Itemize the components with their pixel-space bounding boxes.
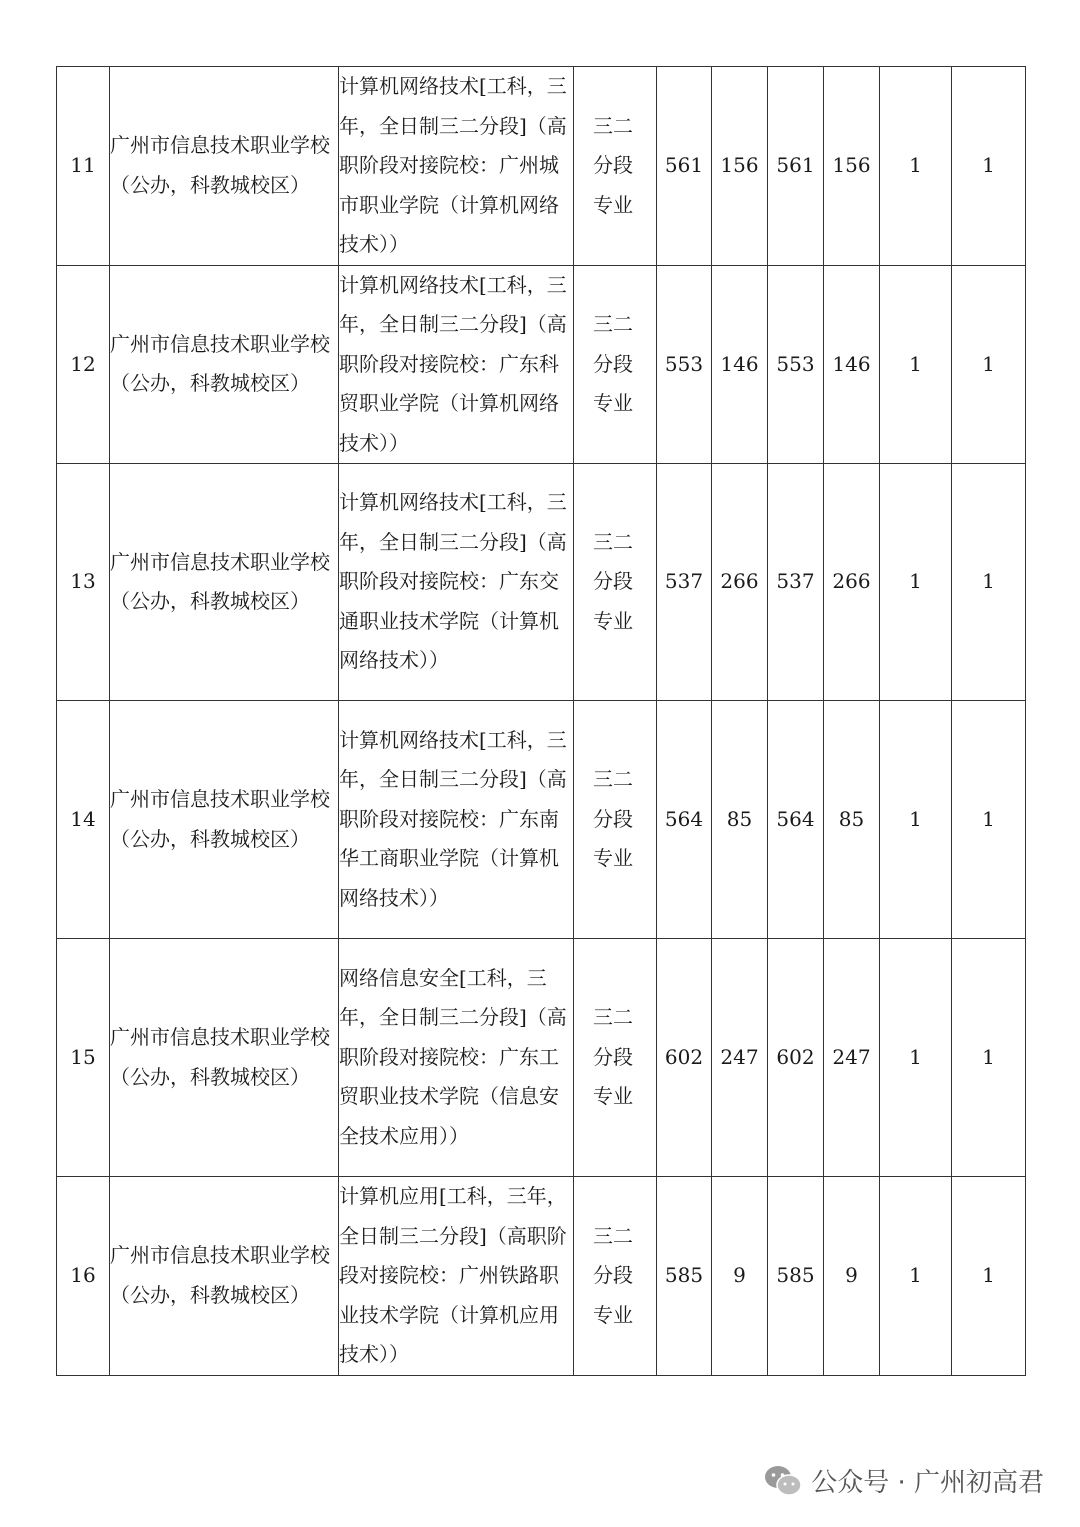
admission-score-table	[56, 66, 1026, 1376]
score-cell: 156	[712, 67, 768, 266]
score-cell: 146	[712, 265, 768, 464]
major-description: 计算机网络技术[工科，三年，全日制三二分段]（高职阶段对接院校：广东科贸职业学院（计算机网络技术））	[339, 265, 574, 464]
count-cell: 1	[880, 265, 952, 464]
count-cell: 1	[952, 701, 1026, 939]
table-row	[57, 67, 1026, 266]
score-cell: 146	[824, 265, 880, 464]
program-type	[574, 701, 657, 939]
score-cell: 564	[768, 701, 824, 939]
row-index: 14	[57, 701, 110, 939]
score-cell: 553	[768, 265, 824, 464]
program-type-text: 三二分段专业	[593, 767, 633, 871]
table-row	[57, 939, 1026, 1177]
major-description: 计算机网络技术[工科，三年，全日制三二分段]（高职阶段对接院校：广州城市职业学院（计算机网络技术））	[339, 67, 574, 266]
row-index: 15	[57, 939, 110, 1177]
program-type	[574, 939, 657, 1177]
school-name: 广州市信息技术职业学校（公办，科教城校区）	[110, 939, 339, 1177]
score-cell: 553	[657, 265, 712, 464]
count-cell: 1	[880, 464, 952, 701]
score-cell: 85	[824, 701, 880, 939]
school-name: 广州市信息技术职业学校（公办，科教城校区）	[110, 701, 339, 939]
table-row	[57, 1177, 1026, 1376]
score-cell: 561	[657, 67, 712, 266]
table-row	[57, 464, 1026, 701]
score-cell: 561	[768, 67, 824, 266]
score-cell: 585	[768, 1177, 824, 1376]
score-cell: 9	[824, 1177, 880, 1376]
watermark-text: 公众号 · 广州初高君	[811, 1468, 1044, 1498]
score-cell: 602	[657, 939, 712, 1177]
program-type-text: 三二分段专业	[593, 529, 633, 633]
score-cell: 266	[824, 464, 880, 701]
major-description: 计算机网络技术[工科，三年，全日制三二分段]（高职阶段对接院校：广东交通职业技术学院（计算机网络技术））	[339, 464, 574, 701]
major-description: 计算机应用[工科，三年，全日制三二分段]（高职阶段对接院校：广州铁路职业技术学院（计算机应用技术））	[339, 1177, 574, 1376]
table-row	[57, 265, 1026, 464]
score-cell: 585	[657, 1177, 712, 1376]
score-cell: 247	[824, 939, 880, 1177]
table-row	[57, 701, 1026, 939]
count-cell: 1	[880, 67, 952, 266]
wechat-icon	[763, 1464, 803, 1498]
program-type	[574, 1177, 657, 1376]
school-name: 广州市信息技术职业学校（公办，科教城校区）	[110, 265, 339, 464]
score-cell: 247	[712, 939, 768, 1177]
row-index: 16	[57, 1177, 110, 1376]
count-cell: 1	[880, 939, 952, 1177]
count-cell: 1	[952, 464, 1026, 701]
count-cell: 1	[880, 701, 952, 939]
school-name: 广州市信息技术职业学校（公办，科教城校区）	[110, 1177, 339, 1376]
score-cell: 564	[657, 701, 712, 939]
program-type-text: 三二分段专业	[593, 113, 633, 217]
score-cell: 537	[768, 464, 824, 701]
count-cell: 1	[880, 1177, 952, 1376]
score-cell: 9	[712, 1177, 768, 1376]
count-cell: 1	[952, 67, 1026, 266]
school-name: 广州市信息技术职业学校（公办，科教城校区）	[110, 67, 339, 266]
row-index: 11	[57, 67, 110, 266]
program-type-text: 三二分段专业	[593, 1223, 633, 1327]
program-type	[574, 67, 657, 266]
score-cell: 156	[824, 67, 880, 266]
school-name: 广州市信息技术职业学校（公办，科教城校区）	[110, 464, 339, 701]
score-cell: 537	[657, 464, 712, 701]
row-index: 13	[57, 464, 110, 701]
program-type	[574, 464, 657, 701]
score-cell: 85	[712, 701, 768, 939]
program-type-text: 三二分段专业	[593, 312, 633, 415]
count-cell: 1	[952, 265, 1026, 464]
program-type	[574, 265, 657, 464]
score-cell: 266	[712, 464, 768, 701]
score-cell: 602	[768, 939, 824, 1177]
program-type-text: 三二分段专业	[593, 1005, 633, 1109]
major-description: 网络信息安全[工科，三年，全日制三二分段]（高职阶段对接院校：广东工贸职业技术学院（信息安全技术应用））	[339, 939, 574, 1177]
account-watermark	[763, 1462, 1044, 1499]
count-cell: 1	[952, 939, 1026, 1177]
count-cell: 1	[952, 1177, 1026, 1376]
major-description: 计算机网络技术[工科，三年，全日制三二分段]（高职阶段对接院校：广东南华工商职业学院（计算机网络技术））	[339, 701, 574, 939]
row-index: 12	[57, 265, 110, 464]
